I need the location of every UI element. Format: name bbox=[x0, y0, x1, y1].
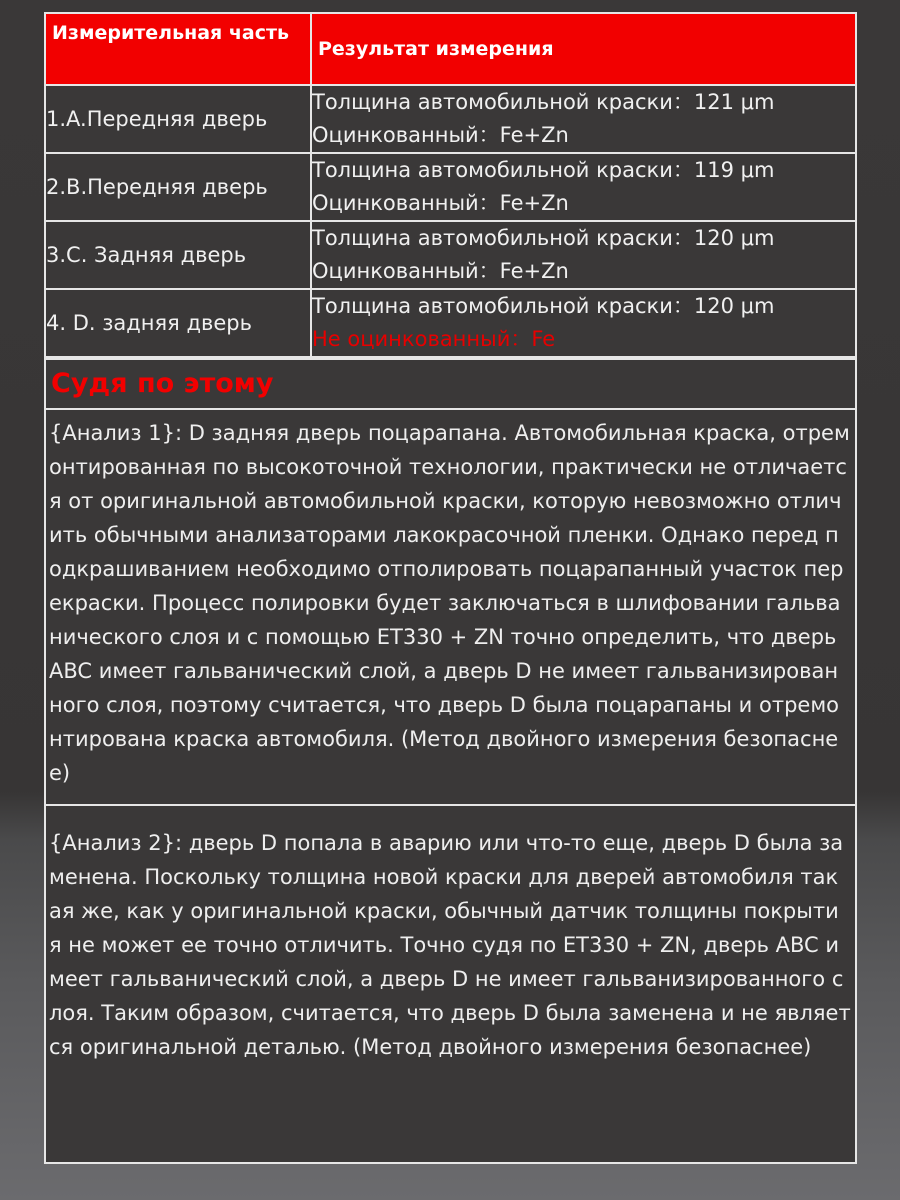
measurement-report bbox=[44, 12, 857, 1164]
measurement-result bbox=[311, 221, 855, 289]
table-row bbox=[46, 289, 855, 357]
table-row bbox=[46, 153, 855, 221]
paint-thickness: Толщина автомобильной краски：120 μm bbox=[312, 294, 775, 318]
table-row bbox=[46, 221, 855, 289]
table-row bbox=[46, 85, 855, 153]
part-name: 3.C. Задняя дверь bbox=[46, 221, 311, 289]
paint-thickness: Толщина автомобильной краски：121 μm bbox=[312, 90, 775, 114]
measurement-result bbox=[311, 85, 855, 153]
measurement-table bbox=[46, 14, 855, 358]
coating-type-warning: Не оцинкованный：Fe bbox=[312, 327, 556, 351]
paint-thickness: Толщина автомобильной краски：119 μm bbox=[312, 158, 775, 182]
analysis-2-text: {Анализ 2}: дверь D попала в аварию или что-то еще, дверь D была заменена. Поскольку толщина новой краски для дверей автомобиля такая же, как у оригинальной краски, обычный датчик толщины покрытия не может ее точно отличить. Точно судя по ET330 + ZN, дверь ABC имеет гальванический слой, а дверь D не имеет гальванизированного слоя. Таким образом, считается, что дверь D была заменена и не является оригинальной деталью. (Метод двойного измерения безопаснее) bbox=[46, 804, 855, 1064]
coating-type: Оцинкованный：Fe+Zn bbox=[312, 123, 569, 147]
measurement-result bbox=[311, 153, 855, 221]
part-name: 4. D. задняя дверь bbox=[46, 289, 311, 357]
column-header-part: Измерительная часть bbox=[46, 14, 311, 85]
measurement-result bbox=[311, 289, 855, 357]
part-name: 2.B.Передняя дверь bbox=[46, 153, 311, 221]
coating-type: Оцинкованный：Fe+Zn bbox=[312, 191, 569, 215]
column-header-result: Результат измерения bbox=[311, 14, 855, 85]
verdict-heading: Судя по этому bbox=[46, 358, 855, 408]
analysis-1-text: {Анализ 1}: D задняя дверь поцарапана. Автомобильная краска, отремонтированная по высокоточной технологии, практически не отличается от оригинальной автомобильной краски, которую невозможно отличить обычными анализаторами лакокрасочной пленки. Однако перед подкрашиванием необходимо отполировать поцарапанный участок перекраски. Процесс полировки будет заключаться в шлифовании гальванического слоя и с помощью ET330 + ZN точно определить, что дверь ABC имеет гальванический слой, а дверь D не имеет гальванизированного слоя, поэтому считается, что дверь D была поцарапаны и отремонтирована краска автомобиля. (Метод двойного измерения безопаснее) bbox=[46, 408, 855, 804]
paint-thickness: Толщина автомобильной краски：120 μm bbox=[312, 226, 775, 250]
part-name: 1.A.Передняя дверь bbox=[46, 85, 311, 153]
coating-type: Оцинкованный：Fe+Zn bbox=[312, 259, 569, 283]
table-header-row bbox=[46, 14, 855, 85]
